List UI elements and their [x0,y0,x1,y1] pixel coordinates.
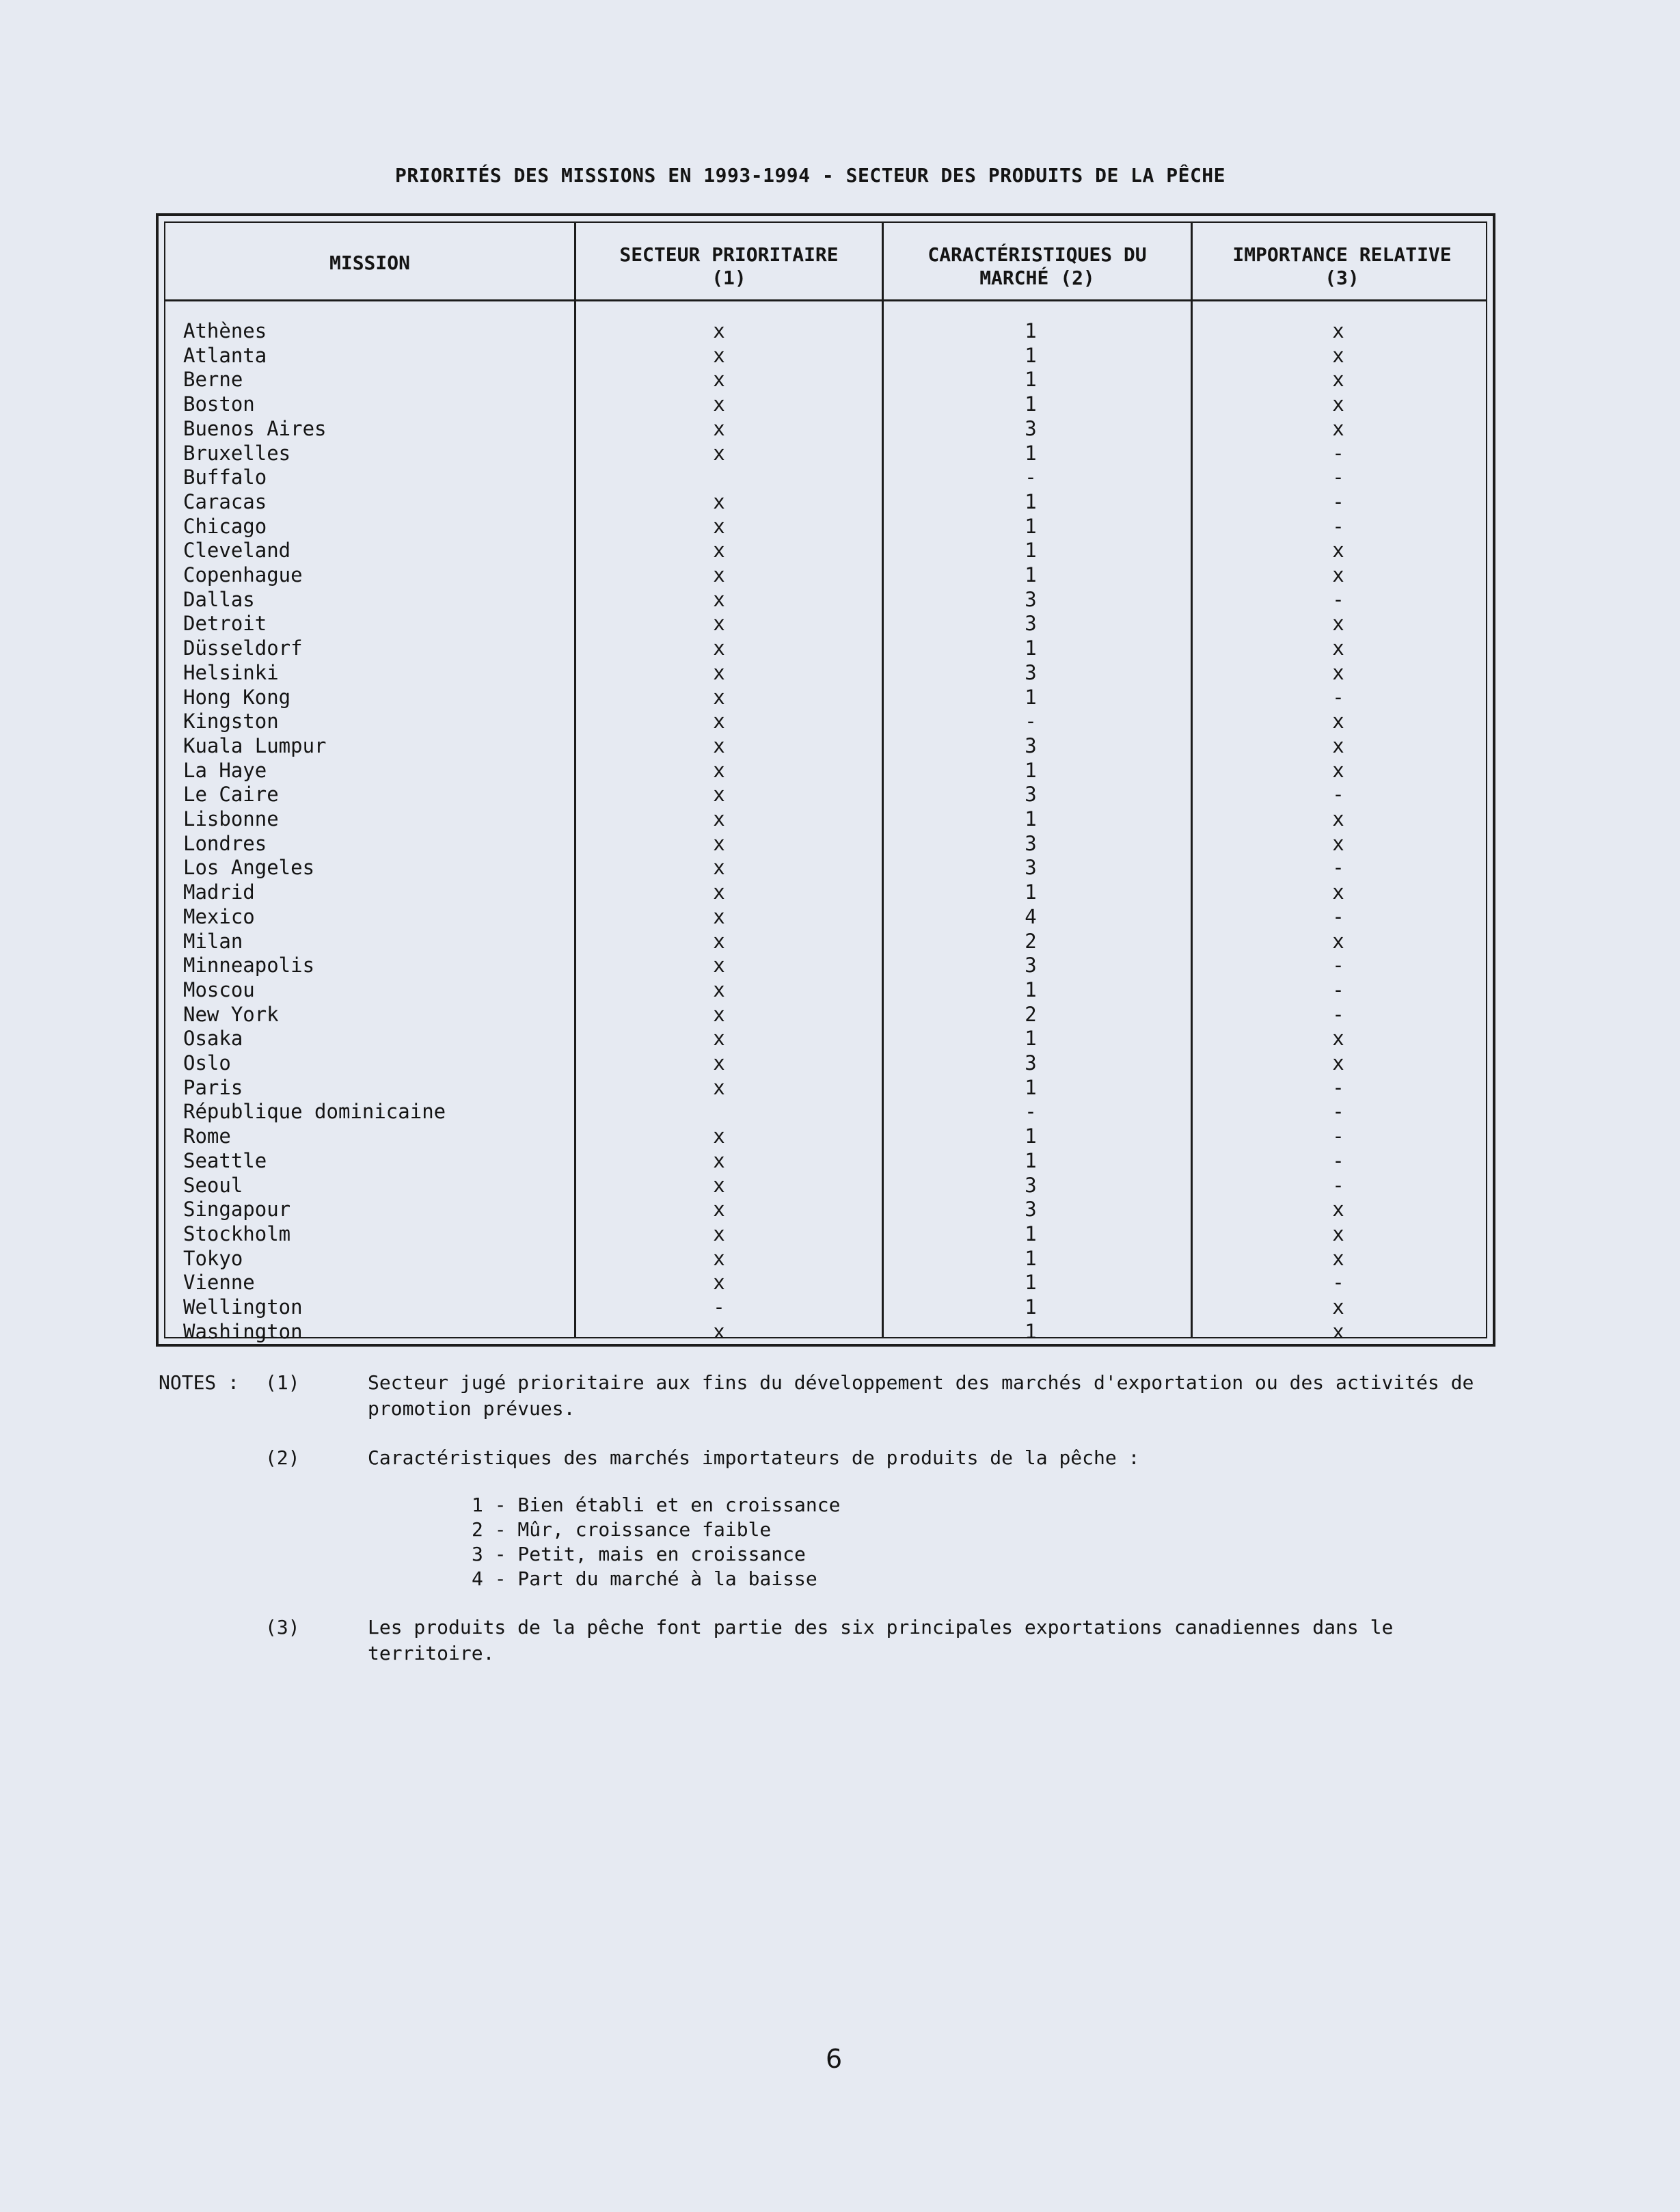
mission-name: Singapour [183,1198,291,1222]
table-row [165,563,1486,587]
marche-cell: 1 [1025,636,1037,660]
mission-name: Hong Kong [183,685,291,709]
prioritaire-cell: x [713,1222,725,1245]
importance-cell: - [1332,1002,1344,1026]
marche-cell: 3 [1025,1051,1037,1075]
importance-cell: - [1332,977,1344,1001]
prioritaire-cell: x [713,904,725,928]
mission-name: Paris [183,1075,243,1099]
marche-cell: 1 [1025,1295,1037,1319]
marche-cell: 1 [1025,319,1037,342]
prioritaire-cell: x [713,343,725,367]
table-row [165,1222,1486,1246]
importance-cell: - [1332,1100,1344,1124]
table-row [165,611,1486,636]
marche-cell: 3 [1025,954,1037,977]
mission-name: Wellington [183,1295,303,1319]
prioritaire-cell: x [713,539,725,563]
mission-name: Kuala Lumpur [183,733,327,757]
marche-cell: 2 [1025,1002,1037,1026]
table-row [165,709,1486,733]
table-row [165,1148,1486,1173]
table-row [165,1246,1486,1271]
prioritaire-cell: x [713,1075,725,1099]
table-row [165,367,1486,392]
table-row [165,514,1486,539]
prioritaire-cell: x [713,612,725,636]
note-2-legend-1: 1 - Bien établi et en croissance [472,1494,841,1516]
importance-cell: - [1332,1271,1344,1295]
prioritaire-cell: x [713,1271,725,1295]
mission-name: Los Angeles [183,856,315,880]
table-row [165,319,1486,343]
prioritaire-cell: x [713,392,725,416]
prioritaire-cell: x [713,319,725,342]
prioritaire-cell: x [713,1246,725,1270]
mission-name: Cleveland [183,539,291,563]
marche-cell: - [1025,1100,1037,1124]
table-inner-border [164,221,1487,1343]
importance-cell: x [1332,929,1344,953]
importance-cell: x [1332,392,1344,416]
table-row [165,1197,1486,1222]
note-2-legend-4: 4 - Part du marché à la baisse [472,1567,817,1590]
mission-name: Stockholm [183,1222,291,1245]
importance-cell: - [1332,685,1344,709]
importance-cell: - [1332,587,1344,611]
table-row [165,343,1486,368]
marche-cell: 1 [1025,1222,1037,1245]
mission-name: New York [183,1002,279,1026]
note-3-text: Les produits de la pêche font partie des six principales exportations canadiennes dans le territoire. [368,1616,1394,1664]
page-number: 6 [826,2044,843,2074]
table-row [165,880,1486,904]
marche-cell: 2 [1025,929,1037,953]
marche-cell: 1 [1025,1246,1037,1270]
marche-cell: 1 [1025,368,1037,392]
importance-cell: - [1332,441,1344,465]
mission-name: Seoul [183,1173,243,1197]
marche-cell: 3 [1025,1173,1037,1197]
mission-name: Oslo [183,1051,231,1075]
marche-cell: 1 [1025,539,1037,563]
importance-cell: x [1332,1222,1344,1245]
mission-name: Washington [183,1319,303,1343]
marche-cell: 1 [1025,758,1037,782]
importance-cell: - [1332,1148,1344,1172]
table-row [165,392,1486,416]
prioritaire-cell: x [713,783,725,807]
prioritaire-cell: x [713,489,725,513]
prioritaire-cell: - [713,1295,725,1319]
marche-cell: 3 [1025,733,1037,757]
marche-cell: 3 [1025,856,1037,880]
prioritaire-cell: x [713,1173,725,1197]
prioritaire-cell: x [713,977,725,1001]
marche-cell: 1 [1025,489,1037,513]
importance-cell: - [1332,783,1344,807]
importance-cell: - [1332,1173,1344,1197]
importance-cell: x [1332,733,1344,757]
importance-cell: - [1332,1075,1344,1099]
note-3-key: (3) [265,1616,300,1638]
table-row [165,489,1486,514]
table-row [165,1124,1486,1148]
table-row [165,465,1486,489]
importance-cell: x [1332,1198,1344,1222]
prioritaire-cell: x [713,660,725,684]
prioritaire-cell: x [713,416,725,440]
marche-cell: 4 [1025,904,1037,928]
prioritaire-cell: x [713,563,725,586]
column-header-importance: IMPORTANCE RELATIVE (3) [1232,243,1452,289]
prioritaire-cell: x [713,587,725,611]
prioritaire-cell: x [713,1124,725,1148]
prioritaire-cell: x [713,880,725,904]
mission-name: Londres [183,831,267,855]
mission-name: Dallas [183,587,255,611]
prioritaire-cell: x [713,1051,725,1075]
mission-name: Copenhague [183,563,303,586]
prioritaire-cell: x [713,807,725,831]
marche-cell: 1 [1025,392,1037,416]
mission-name: Boston [183,392,255,416]
importance-cell: x [1332,831,1344,855]
mission-name: Osaka [183,1027,243,1051]
table-row [165,1270,1486,1295]
marche-cell: 1 [1025,343,1037,367]
mission-name: Minneapolis [183,954,315,977]
mission-name: Bruxelles [183,441,291,465]
marche-cell: 3 [1025,587,1037,611]
table-row [165,904,1486,929]
marche-cell: 1 [1025,441,1037,465]
table-row [165,1002,1486,1027]
prioritaire-cell: x [713,856,725,880]
prioritaire-cell: x [713,636,725,660]
mission-name: Le Caire [183,783,279,807]
marche-cell: 1 [1025,685,1037,709]
marche-cell: 1 [1025,1075,1037,1099]
mission-name: Lisbonne [183,807,279,831]
marche-cell: 1 [1025,807,1037,831]
importance-cell: x [1332,710,1344,733]
table-row [165,733,1486,758]
table-row [165,831,1486,856]
mission-name: Atlanta [183,343,267,367]
marche-cell: 1 [1025,1319,1037,1343]
note-2-text: Caractéristiques des marchés importateurs de produits de la pêche : [368,1446,1140,1469]
table-row [165,1319,1486,1344]
prioritaire-cell: x [713,758,725,782]
marche-cell: 1 [1025,1027,1037,1051]
importance-cell: x [1332,636,1344,660]
table-row [165,660,1486,685]
mission-name: Buenos Aires [183,416,327,440]
importance-cell: x [1332,563,1344,586]
note-1-text: Secteur jugé prioritaire aux fins du développement des marchés d'exportation ou des activités de promotion prévues. [368,1371,1474,1420]
table-row [165,758,1486,783]
importance-cell: x [1332,807,1344,831]
note-2-legend-3: 3 - Petit, mais en croissance [472,1543,806,1565]
table-row [165,807,1486,831]
prioritaire-cell: x [713,1002,725,1026]
table-row [165,782,1486,807]
marche-cell: 3 [1025,1198,1037,1222]
importance-cell: x [1332,612,1344,636]
mission-name: Kingston [183,710,279,733]
importance-cell: x [1332,1246,1344,1270]
prioritaire-cell: x [713,710,725,733]
prioritaire-cell: x [713,954,725,977]
mission-name: Seattle [183,1148,267,1172]
prioritaire-cell: x [713,514,725,538]
marche-cell: 3 [1025,612,1037,636]
importance-cell: - [1332,489,1344,513]
column-header-prioritaire: SECTEUR PRIORITAIRE (1) [619,243,839,289]
table-row [165,1051,1486,1075]
importance-cell: - [1332,856,1344,880]
mission-name: Mexico [183,904,255,928]
column-header-marche: CARACTÉRISTIQUES DU MARCHÉ (2) [927,243,1147,289]
mission-name: Berne [183,368,243,392]
importance-cell: x [1332,660,1344,684]
table-row [165,1075,1486,1100]
prioritaire-cell: x [713,929,725,953]
mission-name: Buffalo [183,466,267,489]
importance-cell: - [1332,954,1344,977]
note-2-key: (2) [265,1446,300,1469]
table-row [165,1295,1486,1319]
marche-cell: - [1025,466,1037,489]
priorities-table [156,213,1495,1347]
marche-cell: 1 [1025,1271,1037,1295]
marche-cell: 1 [1025,880,1037,904]
mission-name: République dominicaine [183,1100,446,1124]
marche-cell: 1 [1025,563,1037,586]
mission-name: Caracas [183,489,267,513]
mission-name: Rome [183,1124,231,1148]
table-row [165,685,1486,710]
mission-name: Düsseldorf [183,636,303,660]
table-row [165,929,1486,954]
prioritaire-cell: x [713,733,725,757]
table-row [165,1099,1486,1124]
marche-cell: 3 [1025,660,1037,684]
note-1-key: (1) [265,1371,300,1394]
table-row [165,855,1486,880]
importance-cell: x [1332,880,1344,904]
table-row [165,977,1486,1002]
prioritaire-cell: x [713,1027,725,1051]
importance-cell: - [1332,466,1344,489]
importance-cell: x [1332,539,1344,563]
table-row [165,953,1486,977]
header-divider [165,299,1486,301]
mission-name: Milan [183,929,243,953]
prioritaire-cell: x [713,441,725,465]
prioritaire-cell: x [713,1319,725,1343]
table-row [165,636,1486,660]
mission-name: Helsinki [183,660,279,684]
mission-name: Athènes [183,319,267,342]
importance-cell: x [1332,758,1344,782]
table-row [165,538,1486,563]
marche-cell: 3 [1025,831,1037,855]
prioritaire-cell: x [713,685,725,709]
importance-cell: x [1332,1027,1344,1051]
prioritaire-cell: x [713,831,725,855]
table-row [165,1026,1486,1051]
importance-cell: - [1332,514,1344,538]
marche-cell: - [1025,710,1037,733]
table-row [165,587,1486,612]
table-row [165,441,1486,466]
marche-cell: 1 [1025,514,1037,538]
notes-label: NOTES : [159,1371,240,1394]
prioritaire-cell: x [713,1148,725,1172]
marche-cell: 1 [1025,1148,1037,1172]
note-2-legend-2: 2 - Mûr, croissance faible [472,1518,772,1541]
importance-cell: - [1332,1124,1344,1148]
mission-name: La Haye [183,758,267,782]
mission-name: Chicago [183,514,267,538]
importance-cell: x [1332,1051,1344,1075]
importance-cell: x [1332,416,1344,440]
importance-cell: x [1332,368,1344,392]
table-row [165,1173,1486,1198]
importance-cell: - [1332,904,1344,928]
importance-cell: x [1332,1295,1344,1319]
mission-name: Moscou [183,977,255,1001]
prioritaire-cell: x [713,368,725,392]
prioritaire-cell: x [713,1198,725,1222]
table-row [165,416,1486,441]
mission-name: Tokyo [183,1246,243,1270]
mission-name: Vienne [183,1271,255,1295]
importance-cell: x [1332,343,1344,367]
mission-name: Detroit [183,612,267,636]
marche-cell: 3 [1025,416,1037,440]
column-header-mission: MISSION [329,252,410,274]
marche-cell: 1 [1025,1124,1037,1148]
marche-cell: 3 [1025,783,1037,807]
marche-cell: 1 [1025,977,1037,1001]
importance-cell: x [1332,319,1344,342]
document-title: PRIORITÉS DES MISSIONS EN 1993-1994 - SECTEUR DES PRODUITS DE LA PÊCHE [395,164,1226,187]
importance-cell: x [1332,1319,1344,1343]
mission-name: Madrid [183,880,255,904]
